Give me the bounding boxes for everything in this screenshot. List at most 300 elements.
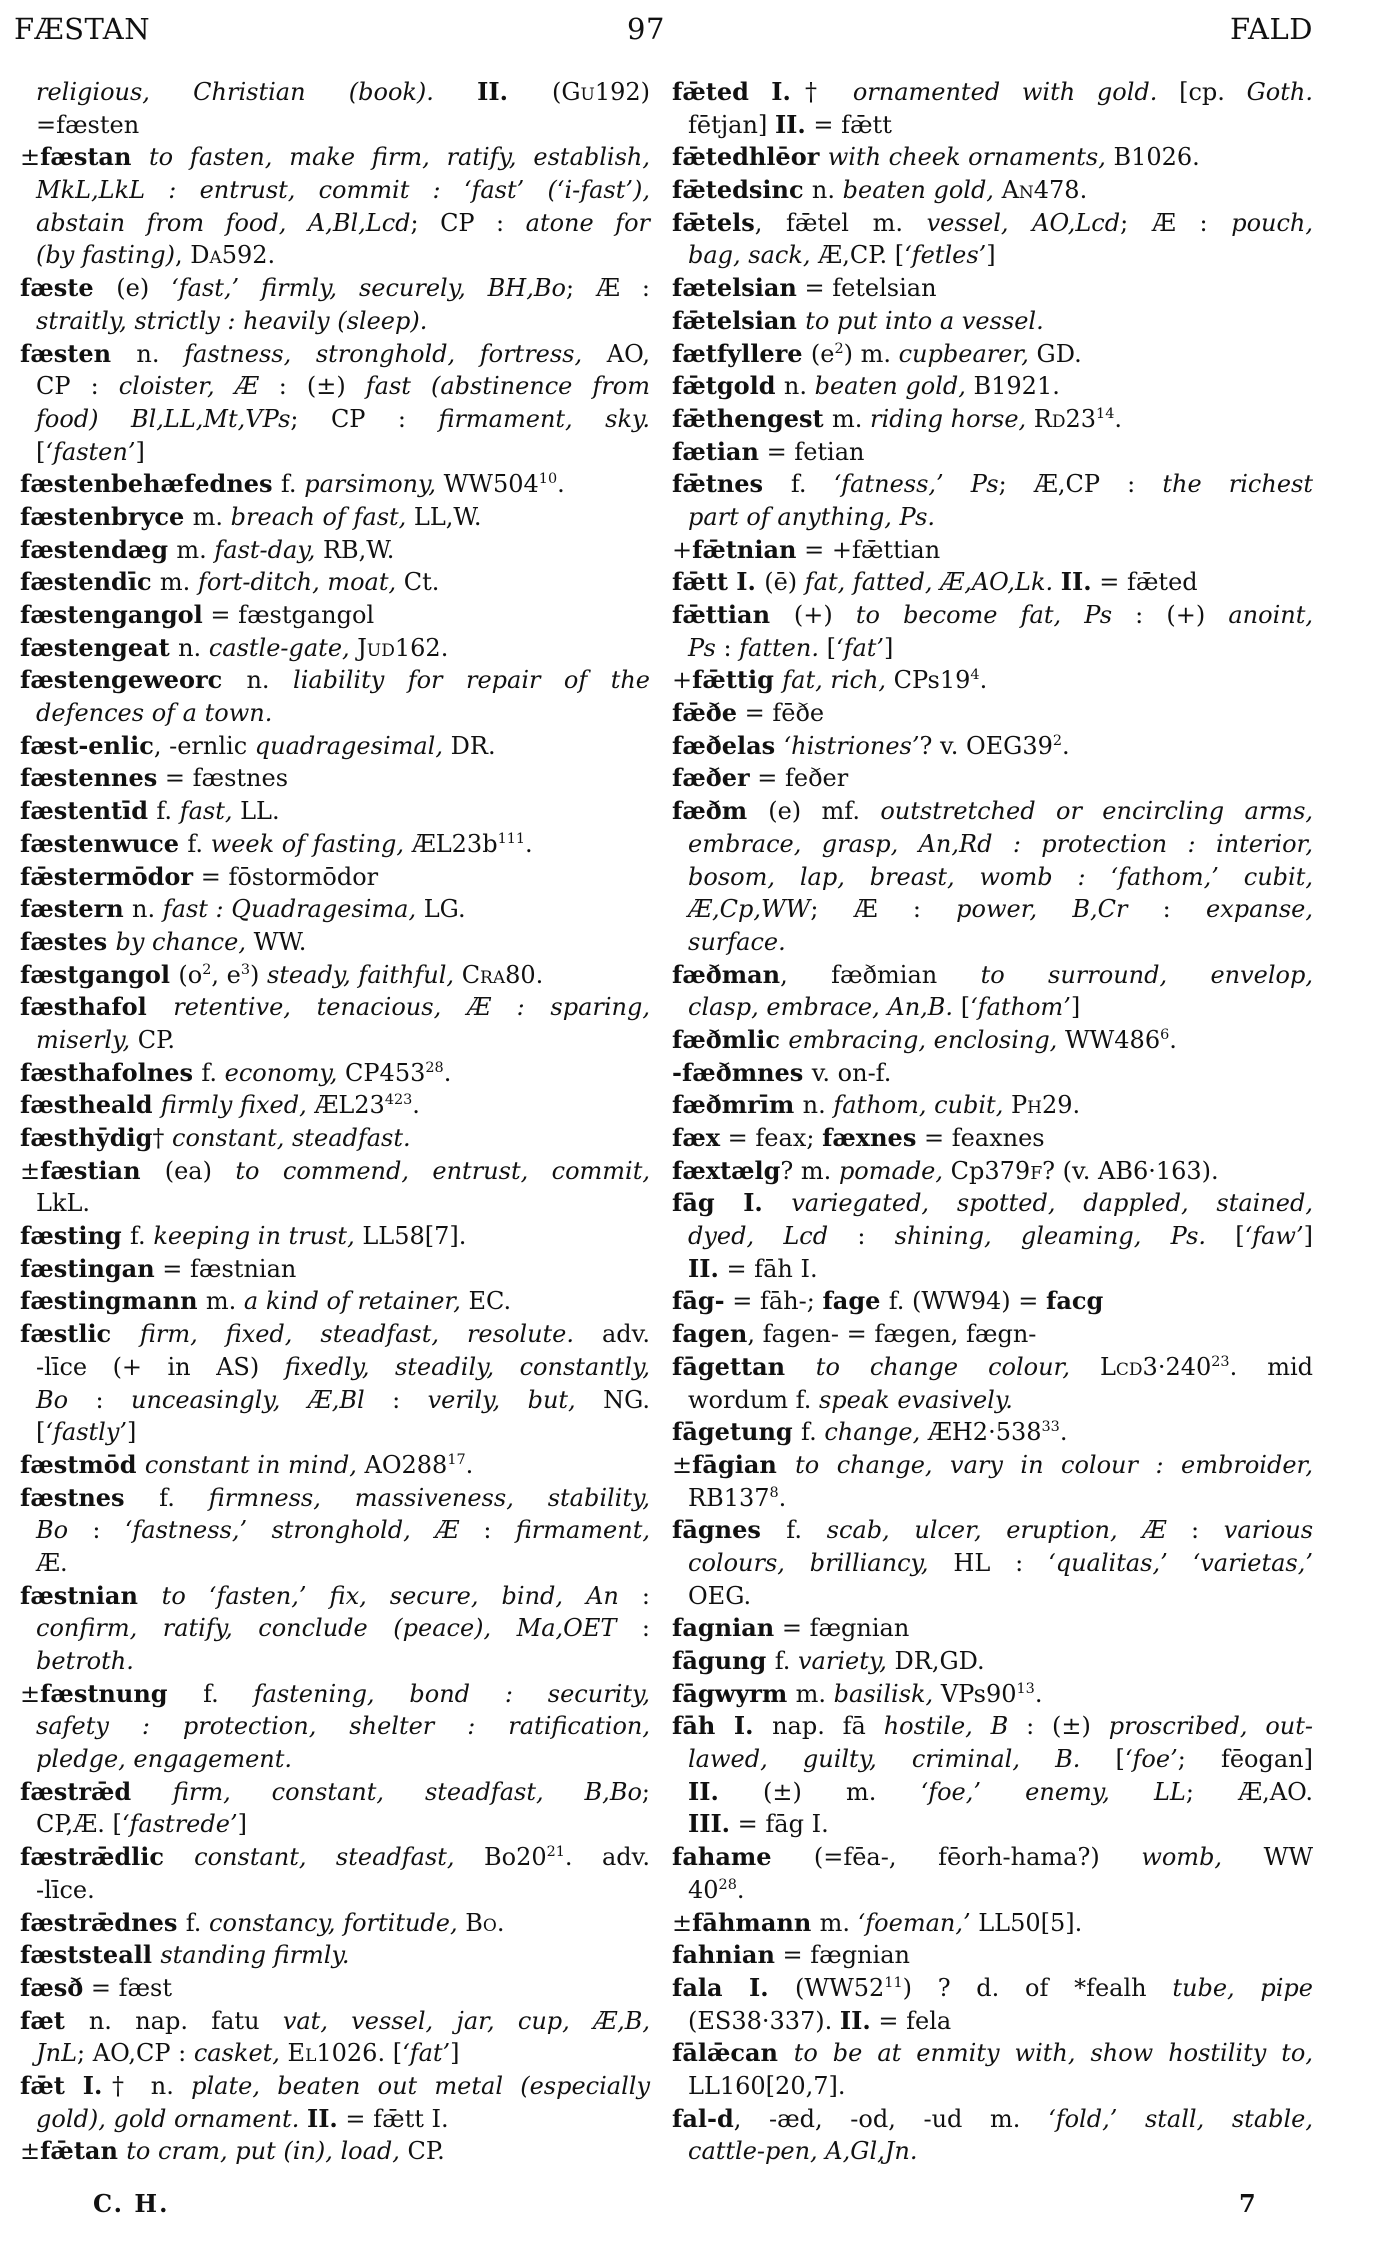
bold-term: fæste — [20, 273, 117, 303]
entry-first-line — [672, 272, 1313, 305]
italic-gloss: to fasten, make firm, ratify, establish, — [149, 143, 650, 172]
italic-gloss: keeping in trust, — [153, 1222, 363, 1251]
entry-first-line — [20, 730, 650, 763]
bold-term: fæstian — [40, 1155, 165, 1185]
entry-continuation-line — [672, 1482, 1313, 1515]
superscript-reference: 33 — [1041, 1419, 1060, 1436]
roman-text: : — [364, 1385, 428, 1414]
entry-continuation-line — [20, 207, 650, 240]
italic-gloss: clasp, embrace, An,B. — [688, 993, 954, 1022]
dictionary-entry — [20, 566, 650, 599]
entry-first-line — [20, 664, 650, 697]
entry-first-line — [20, 959, 650, 992]
roman-text: -līce. — [36, 1875, 95, 1904]
bold-term: fæstenbryce — [20, 501, 193, 531]
bold-term: fæstrǣdlic — [20, 1842, 195, 1872]
superscript-reference: 8 — [769, 1484, 779, 1501]
dictionary-entry — [20, 828, 650, 861]
roman-text: ) — [249, 960, 267, 989]
bold-term: fæstingan — [20, 1253, 155, 1283]
entry-first-line — [20, 893, 650, 926]
roman-text: . — [535, 960, 544, 989]
page-number: 97 — [627, 12, 665, 46]
bold-term: fæsthafol — [20, 992, 174, 1022]
italic-gloss: to change, vary in colour : embroider, — [795, 1450, 1313, 1479]
entry-continuation-line — [20, 239, 650, 272]
bold-term: fæstennes — [20, 763, 158, 793]
sheet-signature-number: 7 — [1239, 2189, 1256, 2218]
bold-term: fæstrǣdnes — [20, 1907, 186, 1937]
roman-text: = fægnian — [774, 1614, 910, 1643]
roman-text: ; fēogan] — [1177, 1745, 1313, 1774]
bold-term: fǣthengest — [672, 403, 832, 433]
roman-text: = feaxnes — [916, 1124, 1045, 1152]
roman-text: adv. — [601, 1320, 650, 1349]
roman-text: : — [828, 1222, 895, 1251]
italic-gloss: pouch, — [1231, 208, 1313, 237]
roman-text: [ — [1206, 1222, 1245, 1251]
bold-term: fæstgangol — [20, 959, 179, 989]
bold-term: fæðman — [672, 959, 781, 989]
roman-text: ] — [1303, 1222, 1313, 1251]
right-column — [672, 76, 1313, 2168]
italic-gloss: ‘faw’ — [1244, 1222, 1304, 1251]
superscript-reference: 423 — [384, 1092, 413, 1109]
roman-text: EC. — [468, 1287, 512, 1316]
small-caps-reference: Lcd3·240 — [1099, 1352, 1212, 1381]
dictionary-entry — [672, 1841, 1313, 1906]
dictionary-entry — [672, 762, 1313, 795]
roman-text: f. — [156, 797, 180, 826]
roman-text: ; Æ,AO. — [1185, 1777, 1313, 1806]
italic-gloss: pomade, — [838, 1156, 951, 1185]
roman-text: = fæst — [83, 1973, 173, 2002]
roman-text: ÆL23b — [411, 829, 498, 858]
roman-text: ; CP : — [410, 208, 526, 237]
entry-first-line — [20, 1841, 650, 1874]
dictionary-entry — [672, 1972, 1313, 2037]
roman-text: . [ — [377, 2039, 403, 2068]
roman-text: (ē) — [764, 568, 805, 597]
entry-continuation-line — [20, 1743, 650, 1776]
dictionary-entry — [20, 1220, 650, 1253]
dictionary-entry — [672, 1318, 1313, 1351]
roman-text: † — [152, 1124, 173, 1152]
roman-text: B1026. — [1113, 143, 1200, 172]
roman-text: . mid — [1229, 1352, 1313, 1381]
entry-first-line — [672, 762, 1313, 795]
bold-term: fāgung — [672, 1646, 775, 1675]
roman-text: . — [778, 1483, 787, 1512]
bold-term: fahame — [672, 1842, 814, 1872]
italic-gloss: Ps — [688, 633, 716, 662]
roman-text: CP453 — [345, 1058, 426, 1087]
small-capital-letter: F — [1030, 1163, 1043, 1184]
roman-text: [ — [953, 993, 971, 1022]
roman-text: f. — [280, 470, 305, 499]
italic-gloss: plate, beaten out metal (especially — [191, 2071, 651, 2100]
dictionary-entry — [672, 1122, 1313, 1155]
bold-term: II. — [688, 1253, 719, 1283]
bold-term: fāg- — [672, 1286, 725, 1316]
bold-term: fæðer — [672, 763, 750, 793]
italic-gloss: fast : Quadragesima, — [162, 895, 424, 924]
small-caps-reference: Rd23 — [1033, 404, 1097, 433]
italic-gloss: shining, gleaming, Ps. — [894, 1222, 1207, 1251]
dictionary-entry — [672, 1351, 1313, 1416]
roman-text: ± — [20, 143, 41, 172]
italic-gloss: embracing, enclosing, — [788, 1025, 1065, 1054]
italic-gloss: cattle-pen, A,Gl,Jn. — [688, 2137, 918, 2166]
bold-term: fæxtælg — [672, 1155, 781, 1185]
roman-text: . — [1169, 1025, 1177, 1054]
bold-term: II. — [477, 77, 552, 106]
roman-text: f. — [201, 1058, 225, 1087]
entry-continuation-line — [20, 1645, 650, 1678]
entry-first-line — [20, 534, 650, 567]
italic-gloss: lawed, guilty, criminal, B. — [688, 1745, 1081, 1774]
roman-text: : — [618, 1581, 651, 1610]
bold-term: fǣstermōdor — [20, 861, 194, 891]
roman-text: . — [525, 829, 533, 858]
italic-gloss: Bo — [36, 1516, 69, 1545]
dictionary-entry — [672, 76, 1313, 141]
roman-text: ; CP : — [290, 404, 439, 433]
italic-gloss: Bo — [36, 1385, 69, 1414]
roman-text: ) m. — [843, 339, 899, 368]
italic-gloss: betroth. — [36, 1647, 134, 1675]
bold-term: fæt — [20, 2005, 89, 2035]
italic-gloss: to ‘fasten,’ fix, secure, bind, An — [161, 1581, 619, 1610]
roman-text: ± — [20, 2137, 41, 2166]
roman-text: . — [1062, 731, 1070, 760]
italic-gloss: riding horse, — [870, 404, 1034, 433]
bold-term: fǣttig — [692, 665, 783, 695]
roman-text: = fetelsian — [796, 274, 937, 303]
roman-text: AO288 — [364, 1450, 448, 1479]
entry-first-line — [672, 1089, 1313, 1122]
italic-gloss: ‘fasten’ — [45, 437, 136, 466]
entry-first-line — [20, 1285, 650, 1318]
roman-text: ; — [641, 1777, 650, 1806]
entry-continuation-line — [20, 1416, 650, 1449]
roman-text: f. — [159, 1483, 209, 1512]
dictionary-entry — [672, 1057, 1313, 1090]
entry-first-line — [20, 2005, 650, 2038]
italic-gloss: cupbearer, — [898, 339, 1037, 368]
italic-gloss: breach of fast, — [230, 502, 414, 531]
bold-term: fǣtnes — [672, 469, 791, 499]
italic-gloss: Æ,Cp,WW — [688, 895, 811, 924]
italic-gloss: power, B,Cr — [956, 895, 1128, 924]
roman-text: f. — [774, 1647, 798, 1675]
roman-text: : — [68, 1385, 131, 1414]
entry-continuation-line — [672, 828, 1313, 861]
entry-first-line — [672, 1514, 1313, 1547]
italic-gloss: straitly, strictly : heavily (sleep). — [36, 306, 428, 335]
italic-gloss: ‘fathom’ — [970, 993, 1071, 1022]
entry-continuation-line — [20, 403, 650, 436]
bold-term: fāgwyrm — [672, 1678, 796, 1708]
roman-text: , -ernlic — [153, 731, 255, 760]
entry-first-line — [672, 468, 1313, 501]
superscript-reference: 10 — [538, 471, 558, 488]
bold-term: fæstheald — [20, 1090, 161, 1120]
dictionary-entry — [672, 1710, 1313, 1841]
italic-gloss: fat, rich, — [782, 666, 894, 695]
bold-term: fǣtan — [40, 2136, 127, 2166]
roman-text: . — [1114, 404, 1122, 433]
dictionary-entry — [20, 1580, 650, 1678]
roman-text: LL58[7]. — [362, 1222, 467, 1251]
italic-gloss: Goth. — [1246, 78, 1313, 106]
superscript-reference: 3 — [240, 961, 250, 978]
italic-gloss: to surround, envelop, — [980, 960, 1313, 989]
entry-first-line — [20, 2070, 650, 2103]
dictionary-entry — [20, 1678, 650, 1776]
italic-gloss: to commend, entrust, commit, — [235, 1156, 651, 1185]
italic-gloss: constant, steadfast, — [194, 1843, 484, 1872]
entry-first-line — [672, 1939, 1313, 1972]
dictionary-entry — [672, 207, 1313, 272]
entry-first-line — [672, 664, 1313, 697]
roman-text: -līce (+ in AS) — [36, 1352, 285, 1381]
entry-first-line — [672, 436, 1313, 469]
entry-continuation-line — [20, 2037, 650, 2070]
roman-text: m. — [831, 404, 870, 433]
roman-text: CP. — [137, 1025, 176, 1054]
roman-text: m. — [205, 1287, 244, 1316]
entry-continuation-line — [20, 370, 650, 403]
entry-first-line — [20, 468, 650, 501]
bold-term: fæstes — [20, 926, 116, 956]
italic-gloss: vat, vessel, jar, cup, Æ,B, — [282, 2006, 650, 2035]
dictionary-entry — [672, 959, 1313, 1024]
roman-text: Ct. — [403, 568, 440, 597]
entry-first-line — [672, 1351, 1313, 1384]
roman-text: . adv. — [564, 1843, 650, 1872]
roman-text: CP,Æ. [ — [36, 1810, 122, 1839]
italic-gloss: confirm, ratify, conclude (peace), Ma,OET — [36, 1614, 617, 1643]
roman-text: , fæðmian — [780, 960, 981, 989]
dictionary-entry — [20, 76, 650, 141]
italic-gloss: with cheek ornaments, — [827, 143, 1114, 172]
entry-continuation-line — [20, 2103, 650, 2136]
entry-first-line — [672, 795, 1313, 828]
bold-term: fæstenwuce — [20, 828, 188, 858]
entry-first-line — [20, 599, 650, 632]
roman-text: = fǣted — [1091, 568, 1198, 597]
entry-first-line — [20, 1220, 650, 1253]
entry-first-line — [20, 1089, 650, 1122]
dictionary-entry — [20, 926, 650, 959]
superscript-reference: 2 — [834, 340, 844, 357]
bold-term: fæðelas — [672, 730, 784, 760]
entry-continuation-line — [20, 76, 650, 109]
roman-text: Cp379 — [950, 1156, 1031, 1185]
roman-text: , fagen- = fægen, fægn- — [747, 1320, 1037, 1349]
italic-gloss: miserly, — [36, 1025, 138, 1054]
bold-term: fæst-enlic — [20, 730, 154, 760]
superscript-reference: 23 — [1211, 1353, 1230, 1370]
roman-text: f. — [790, 470, 834, 499]
entry-continuation-line — [20, 1710, 650, 1743]
roman-text: ÆL23 — [314, 1091, 385, 1120]
italic-gloss: pledge, engagement. — [36, 1745, 293, 1774]
italic-gloss: safety : protection, shelter : ratification, — [36, 1712, 650, 1741]
roman-text: = fāh-; — [724, 1287, 823, 1316]
roman-text: f. — [203, 1679, 254, 1708]
superscript-reference: 2 — [1052, 732, 1063, 749]
roman-text: . — [1079, 176, 1088, 205]
dictionary-entry — [20, 1776, 650, 1841]
roman-text: . — [496, 1908, 505, 1937]
roman-text: WW — [1263, 1843, 1313, 1872]
entry-first-line — [20, 566, 650, 599]
italic-gloss: constancy, fortitude, — [209, 1908, 466, 1937]
bold-term: fæðmrīm — [672, 1090, 803, 1120]
roman-text: HL : — [953, 1548, 1049, 1577]
italic-gloss: variety, — [798, 1647, 895, 1675]
roman-text: . — [557, 470, 565, 499]
roman-text: + — [672, 666, 693, 695]
italic-gloss: by chance, — [115, 927, 254, 956]
bold-term: fǣtgold — [672, 371, 784, 401]
dictionary-entry — [672, 1155, 1313, 1188]
italic-gloss: vessel, AO,Lcd — [926, 208, 1121, 237]
bold-term: fagnian — [672, 1613, 775, 1643]
roman-text: f. — [185, 1908, 210, 1937]
roman-text: ] — [986, 241, 996, 270]
entry-first-line — [672, 141, 1313, 174]
entry-continuation-line — [20, 305, 650, 338]
bold-term: fæsthafolnes — [20, 1057, 202, 1087]
entry-first-line — [20, 2135, 650, 2168]
entry-first-line — [20, 1907, 650, 1940]
entry-continuation-line — [672, 109, 1313, 142]
bold-term: fæstenbehæfednes — [20, 469, 281, 499]
italic-gloss: bag, sack, — [688, 241, 819, 270]
entry-first-line — [20, 501, 650, 534]
entry-continuation-line — [672, 1580, 1313, 1613]
entry-first-line — [672, 1645, 1313, 1678]
roman-text: : — [1127, 895, 1206, 924]
dictionary-entry — [672, 1939, 1313, 1972]
roman-text: (e) mf. — [768, 797, 881, 826]
italic-gloss: womb, — [1141, 1843, 1264, 1872]
entry-continuation-line — [672, 2005, 1313, 2038]
italic-gloss: abstain from food, A,Bl,Lcd — [36, 208, 411, 237]
dictionary-entry — [672, 370, 1313, 403]
italic-gloss: firmly fixed, — [160, 1091, 315, 1120]
italic-gloss: the richest — [1162, 470, 1313, 499]
dictionary-entry — [20, 1939, 650, 1972]
dictionary-entry — [20, 1285, 650, 1318]
dictionary-entry — [20, 272, 650, 337]
italic-gloss: beaten gold, — [814, 372, 974, 401]
roman-text: ] — [1070, 993, 1081, 1022]
dictionary-entry — [20, 1155, 650, 1220]
roman-text: n. — [136, 339, 185, 368]
entry-continuation-line — [672, 926, 1313, 959]
bold-term: fāh I. — [672, 1711, 773, 1741]
italic-gloss: variegated, spotted, dappled, stained, — [791, 1189, 1313, 1218]
italic-gloss: week of fasting, — [210, 829, 412, 858]
roman-text: = fela — [870, 2006, 952, 2035]
superscript-reference: 28 — [718, 1876, 737, 1893]
roman-text: ? m. — [780, 1156, 839, 1185]
roman-text: = feax; — [720, 1124, 823, 1152]
roman-text: CPs19 — [893, 666, 971, 695]
roman-text: (±) m. — [718, 1777, 921, 1806]
entry-continuation-line — [20, 697, 650, 730]
roman-text: = fēðe — [737, 699, 825, 728]
roman-text: ; AO,CP : — [77, 2039, 194, 2068]
entry-continuation-line — [672, 632, 1313, 665]
italic-gloss: verily, but, — [427, 1385, 604, 1414]
bold-term: fāgian — [692, 1449, 796, 1479]
entry-first-line — [672, 959, 1313, 992]
roman-text: , -æd, -od, -ud m. — [733, 2104, 1049, 2133]
dictionary-entry — [672, 795, 1313, 958]
roman-text: (o — [178, 960, 203, 989]
entry-continuation-line — [672, 1776, 1313, 1809]
dictionary-entry — [672, 730, 1313, 763]
roman-text: ; Æ : — [1120, 208, 1232, 237]
dictionary-entry — [20, 599, 650, 632]
italic-gloss: fatten. — [739, 633, 819, 662]
bold-term: fæstnian — [20, 1580, 162, 1610]
roman-text: . — [443, 1058, 452, 1087]
bold-term: III. — [688, 1809, 731, 1839]
italic-gloss: to cram, put (in), load, — [126, 2137, 408, 2166]
entry-first-line — [20, 1678, 650, 1711]
roman-text: † n. — [102, 2071, 192, 2100]
roman-text: ± — [20, 1156, 41, 1185]
roman-text: ± — [672, 1908, 693, 1937]
roman-text: . — [736, 1875, 745, 1904]
bold-term: fæstengeweorc — [20, 665, 247, 695]
dictionary-entry — [20, 2070, 650, 2135]
roman-text: : — [715, 633, 740, 662]
superscript-reference: 11 — [884, 1974, 903, 1991]
entry-continuation-line — [672, 893, 1313, 926]
entry-first-line — [20, 1057, 650, 1090]
superscript-reference: 17 — [447, 1451, 466, 1468]
roman-text: WW486 — [1064, 1025, 1161, 1054]
italic-gloss: retentive, tenacious, Æ : sparing, — [173, 993, 651, 1022]
italic-gloss: embrace, grasp, An,Rd : protection : interior, — [688, 829, 1313, 858]
italic-gloss: ‘fatness,’ Ps — [833, 470, 999, 499]
dictionary-entry — [672, 1645, 1313, 1678]
dictionary-entry — [672, 272, 1313, 305]
roman-text: WW504 — [443, 470, 539, 499]
bold-term: fætfyllere — [672, 338, 811, 368]
roman-text: B1921. — [973, 372, 1060, 401]
entry-first-line — [672, 730, 1313, 763]
entry-first-line — [672, 1318, 1313, 1351]
roman-text: DR,GD. — [894, 1647, 985, 1675]
roman-text: f. — [801, 1418, 825, 1447]
entry-continuation-line — [20, 1384, 650, 1417]
italic-gloss: ‘fold,’ stall, stable, — [1048, 2104, 1313, 2133]
entry-first-line — [20, 272, 650, 305]
italic-gloss: surface. — [688, 927, 786, 956]
roman-text: ] — [127, 1418, 137, 1447]
dictionary-entry — [672, 534, 1313, 567]
dictionary-entry — [20, 534, 650, 567]
roman-text: wordum f. — [688, 1385, 819, 1414]
